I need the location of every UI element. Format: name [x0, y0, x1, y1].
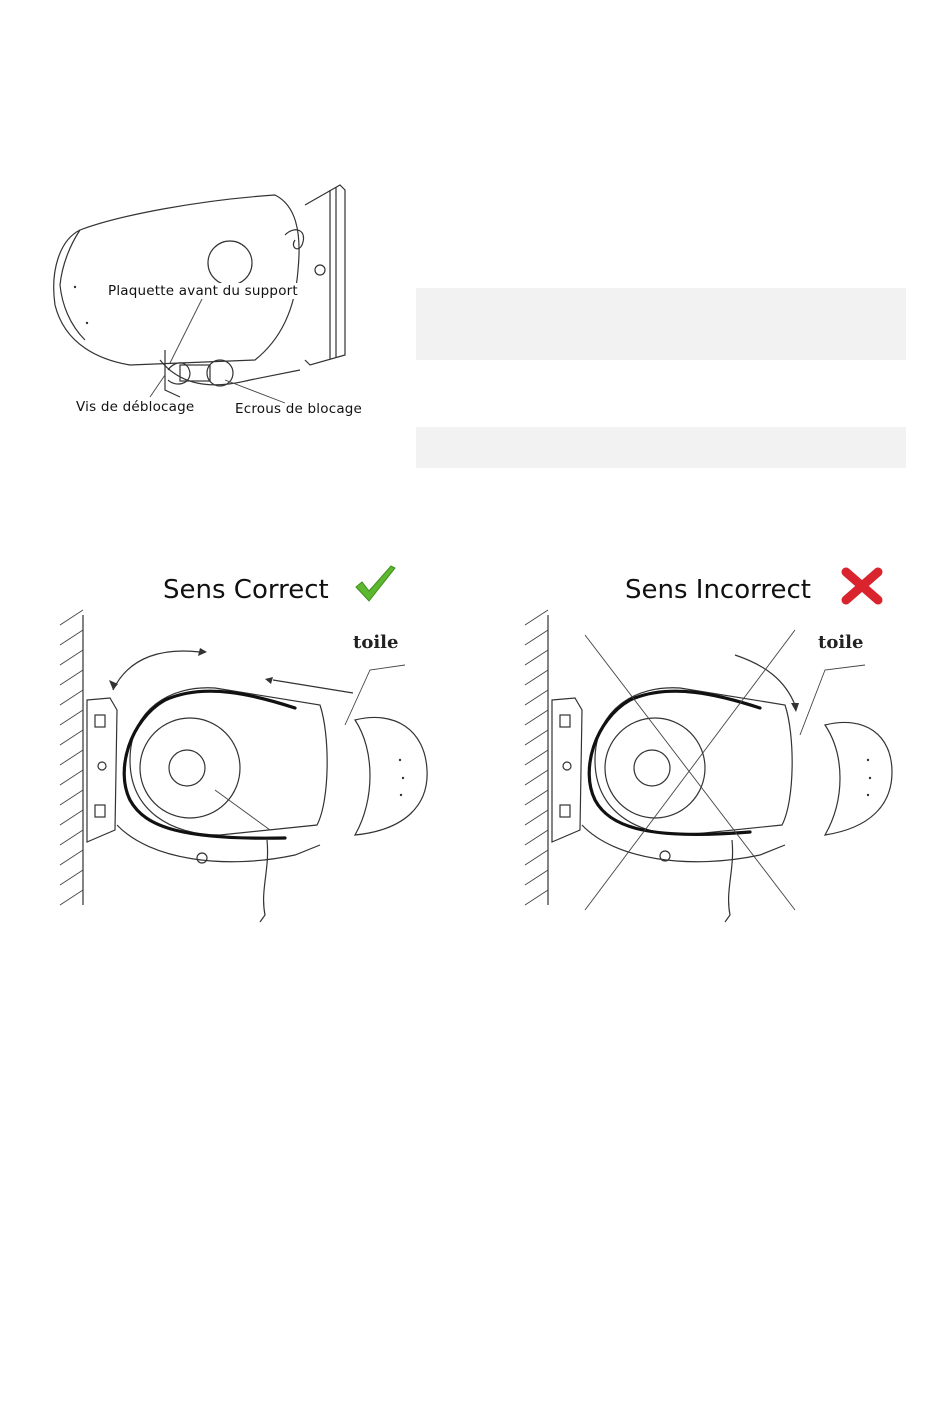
support-drawing	[40, 175, 385, 430]
blank-box-1	[416, 288, 906, 360]
correct-drawing	[55, 560, 435, 930]
correct-title: Sens Correct	[163, 575, 329, 605]
incorrect-drawing	[520, 560, 900, 930]
incorrect-title: Sens Incorrect	[625, 575, 811, 605]
top-figure	[40, 175, 385, 430]
incorrect-fabric-label: toile	[818, 632, 864, 653]
incorrect-figure	[520, 560, 900, 930]
correct-figure	[55, 560, 435, 930]
blank-box-2	[416, 427, 906, 468]
label-ecrous: Ecrous de blocage	[235, 401, 363, 417]
label-vis: Vis de déblocage	[76, 399, 195, 415]
correct-fabric-label: toile	[353, 632, 399, 653]
label-plaquette: Plaquette avant du support	[108, 283, 298, 299]
